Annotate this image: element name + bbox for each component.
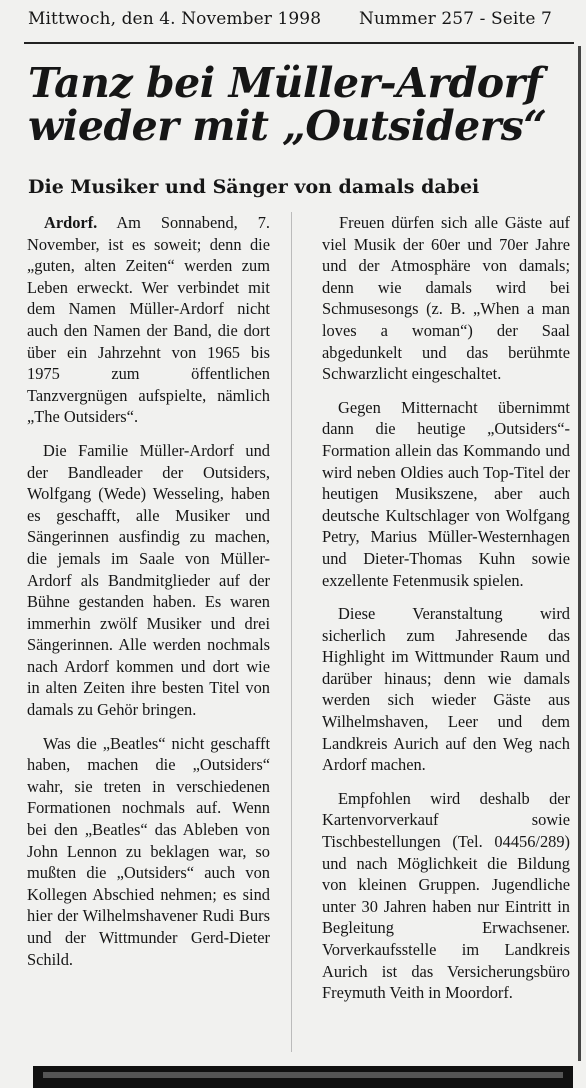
paragraph: Die Familie Müller-Ardorf und der Bandleader der Outsiders, Wolfgang (Wede) Wesseling, haben es geschafft, alle Musiker und Sängerinnen ausfindig zu machen, die jemals im Saale von Müller-Ardorf als Bandmitglieder auf der Bühne gestanden haben. Es waren immerhin zwölf Musiker und drei Sängerinnen. Alle werden nochmals nach Ardorf kommen und dort wie in alten Zeiten ihre besten Titel von damals zu Gehör bringen. [27, 440, 270, 720]
headline-line-1: Tanz bei Müller-Ardorf [28, 59, 542, 107]
paragraph [27, 212, 270, 428]
column-divider [291, 212, 292, 1052]
issue-date: Mittwoch, den 4. November 1998 [28, 9, 322, 29]
next-article-edge [33, 1066, 573, 1088]
paragraph: Empfohlen wird deshalb der Kartenvorverkauf sowie Tischbestellungen (Tel. 04456/289) und nach Möglichkeit die Bildung von kleinen Gruppen. Jugendliche unter 30 Jahren haben nur Eintritt in Begleitung Erwachsener. Vorverkaufsstelle im Landkreis Aurich ist das Versicherungsbüro Freymuth Veith in Moordorf. [322, 788, 570, 1003]
article-column-right [322, 212, 570, 1016]
article-column-left [27, 212, 270, 982]
paragraph: Diese Veranstaltung wird sicherlich zum Jahresende das Highlight im Wittmunder Raum und darüber hinaus; denn wie damals werden sich wieder Gäste aus Wilhelmshaven, Leer und dem Landkreis Aurich auf den Weg nach Ardorf machen. [322, 604, 570, 775]
paragraph: Gegen Mitternacht übernimmt dann die heutige „Outsiders“-Formation allein das Kommando und wird neben Oldies auch Top-Titel der heutigen Musikszene, aber auch deutsche Kultschlager von Wolfgang Petry, Marius Müller-Westernhagen und Dieter-Thomas Kuhn sowie exzellente Fetenmusik spielen. [322, 397, 570, 590]
paragraph: Was die „Beatles“ nicht geschafft haben, machen die „Outsiders“ wahr, sie treten in verschiedenen Formationen nochmals auf. Wenn bei den „Beatles“ das Ableben von John Lennon zu beklagen war, so mußten die „Outsiders“ auch von Kollegen Abschied nehmen; es sind hier der Wilhelmshavener Rudi Burs und der Wittmunder Gerd-Dieter Schild. [27, 733, 270, 969]
paragraph: Freuen dürfen sich alle Gäste auf viel Musik der 60er und 70er Jahre und der Atmosphäre von damals; denn wie damals wird bei Schmusesongs (z. B. „When a man loves a woman“) der Saal abgedunkelt und das berühmte Schwarzlicht eingeschaltet. [322, 213, 570, 384]
dateline-place: Ardorf. [44, 213, 98, 232]
page-header [28, 9, 574, 29]
issue-number: Nummer 257 - Seite 7 [359, 9, 552, 29]
article-headline [28, 59, 573, 150]
article-subheadline: Die Musiker und Sänger von damals dabei [28, 176, 480, 198]
headline-line-2: wieder mit „Outsiders“ [28, 102, 547, 150]
header-rule [24, 42, 574, 44]
page-edge-rule [578, 46, 581, 1061]
paragraph-text: Am Sonnabend, 7. November, ist es soweit; denn die „guten, alten Zeiten“ werden zum Leben erweckt. Wer verbindet mit dem Namen Müller-Ardorf nicht auch den Namen der Band, die dort über ein Jahrzehnt von 1965 bis 1975 zum öffentlichen Tanzvergnügen aufspielte, nämlich „The Outsiders“. [27, 213, 270, 427]
